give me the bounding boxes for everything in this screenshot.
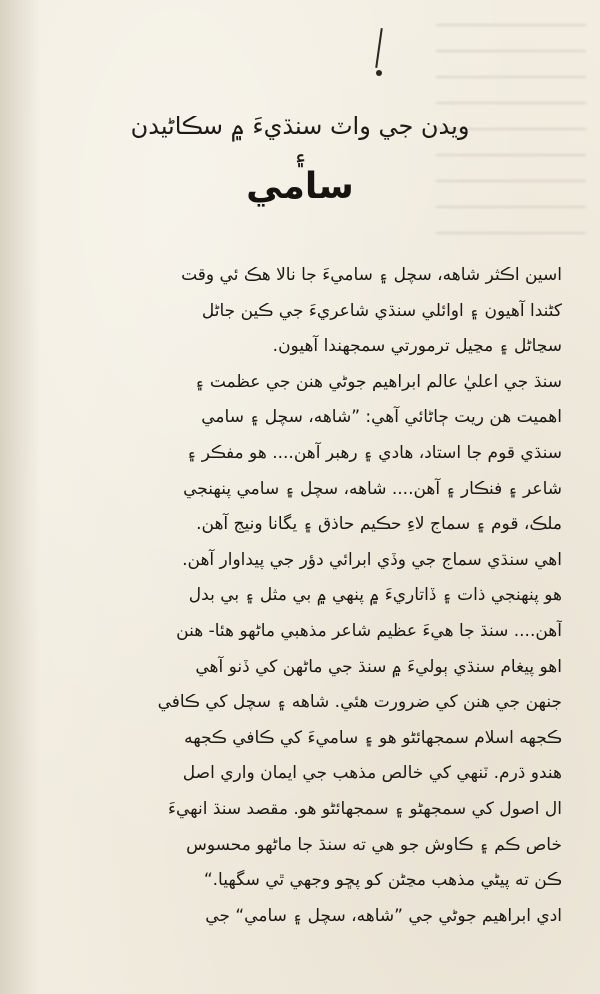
text-line: سڃاڻل ۽ مڃيل ترمورتي سمجهندا آهيون. [272, 336, 562, 357]
page-binding-shadow [0, 0, 40, 994]
text-line: هندو ڌرم. ٽنهي کي خالص مذهب جي ايمان واري اصل [182, 763, 562, 784]
text-line: خاص ڪم ۽ ڪاوش جو هي ته سنڌ جا ماڻهو محسوس [186, 834, 562, 855]
body-text [62, 258, 562, 934]
text-line: ادي ابراهيم جوڻي جي ”شاهه، سچل ۽ سامي“ جي [205, 905, 562, 926]
text-line: سنڌ جي اعليٰ عالم ابراهيم جوڻي هنن جي عظمت ۽ [194, 371, 562, 392]
text-line: ڪن ته پيڻي مذهب مڃڻن کو پڇو وجهي ٿي سگهيا.“ [203, 870, 562, 891]
chapter-title: سامي [246, 166, 354, 207]
chapter-subtitle: ويدن جي واٽ سنڌيءَ ۾ سڪاڻيدن ۽ [130, 112, 470, 168]
text-line: کڻندا آهيون ۽ اوائلي سنڌي شاعريءَ جي ڪين جاڻل [201, 300, 562, 321]
text-line: شاعر ۽ فنڪار ۽ آهن.... شاهه، سچل ۽ سامي پنهنجي [183, 478, 562, 499]
text-line: اسين اڪثر شاهه، سچل ۽ ساميءَ جا نالا هڪ ئي وقت [181, 265, 562, 285]
text-line: جنهن جي هنن کي ضرورت هئي. شاهه ۽ سچل کي ڪافي [157, 692, 562, 713]
text-line: ملڪ، قوم ۽ سماج لاءِ حڪيم حاذق ۽ يگانا ونيج آهن. [196, 514, 562, 535]
text-line: سنڌي قوم جا استاد، هادي ۽ رهبر آهن.... هو مفڪر ۽ [186, 442, 562, 463]
page-header-mark [374, 28, 384, 76]
text-line: ال اصول کي سمجهڻو ۽ سمجهائڻو هو. مقصد سنڌ انهيءَ [168, 798, 562, 819]
text-line: ڪجهه اسلام سمجهائڻو هو ۽ ساميءَ کي ڪافي ڪجهه [184, 727, 562, 748]
text-line: اهميت هن ريت ڄاڻائي آهي: ”شاهه، سچل ۽ سامي [201, 407, 562, 428]
text-line: اهو پيغام سنڌي ٻوليءَ ۾ سنڌ جي ماڻهن کي ڏنو آهي [195, 656, 562, 677]
text-line: اهي سنڌي سماج جي وڏي ابرائي دؤر جي پيداوار آهن. [182, 549, 562, 570]
text-line: هو پنهنجي ذات ۽ ڏاتاريءَ ۾ پنهي ۾ بي مثل ۽ بي بدل [188, 585, 562, 606]
text-line: آهن.... سنڌ جا هيءَ عظيم شاعر مذهبي ماڻهو هئا- هنن [176, 620, 562, 641]
